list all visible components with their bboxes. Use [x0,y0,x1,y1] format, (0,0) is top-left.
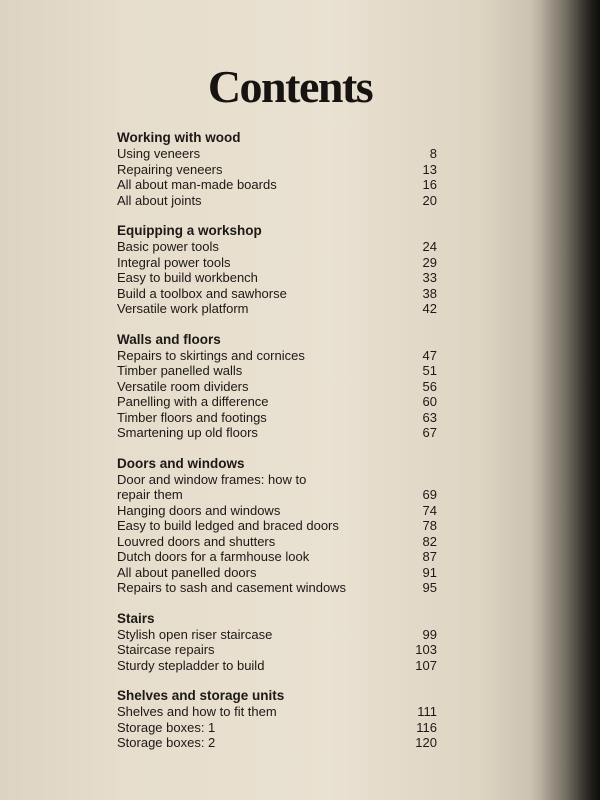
toc-entry [117,735,437,751]
entry-title: Door and window frames: how to [117,471,307,487]
toc-entry [117,720,437,736]
page-number: 103 [415,642,437,657]
page-shadow [530,0,600,800]
toc-entry [117,348,437,364]
entry-title: Sturdy stepladder to build [117,657,265,673]
entry-title: Repairing veneers [117,161,223,177]
toc-entry [117,162,437,178]
toc-entry [117,627,437,643]
page-number: 42 [422,301,437,316]
section-heading: Stairs [117,610,155,626]
page-number: 56 [422,378,437,394]
entry-title: Smartening up old floors [117,425,258,440]
toc-section [117,130,437,208]
toc-section [117,456,437,596]
toc-entry [117,301,437,317]
toc-entry [117,270,437,286]
page-number: 33 [422,270,437,285]
entry-title: Versatile work platform [117,301,249,316]
toc-entry [117,642,437,658]
page-number: 24 [422,239,437,254]
page-number: 107 [415,657,437,673]
page-number: 63 [422,409,437,425]
entry-title: Build a toolbox and sawhorse [117,285,287,301]
toc-entry [117,239,437,255]
entry-title: Repairs to skirtings and cornices [117,347,305,363]
page-number: 82 [422,533,437,549]
entry-title: Using veneers [117,146,201,161]
entry-title: Timber panelled walls [117,363,243,378]
section-heading: Equipping a workshop [117,223,262,238]
table-of-contents [117,130,437,766]
toc-entry [117,704,437,720]
entry-title: Panelling with a difference [117,394,269,409]
entry-title: All about panelled doors [117,564,257,580]
section-heading: Shelves and storage units [117,688,285,703]
entry-title: repair them [117,487,183,502]
entry-title: Repairs to sash and casement windows [117,580,347,595]
toc-entry [117,472,437,488]
entry-title: All about joints [117,192,202,208]
entry-title: Easy to build workbench [117,270,258,285]
entry-title: Storage boxes: 2 [117,735,216,750]
entry-title: Stylish open riser staircase [117,626,273,642]
page-number: 20 [422,192,437,208]
entry-title: Louvred doors and shutters [117,533,276,549]
toc-entry [117,487,437,503]
page-number: 69 [422,487,437,502]
page-number: 87 [422,549,437,564]
entry-title: Basic power tools [117,239,219,254]
entry-title: Staircase repairs [117,642,215,657]
page-number: 74 [422,502,437,518]
page-number: 16 [422,177,437,192]
toc-entry [117,286,437,302]
page-number: 67 [422,425,437,440]
entry-title: Versatile room dividers [117,378,249,394]
page-number: 95 [422,580,437,595]
toc-entry [117,580,437,596]
page-number: 60 [422,394,437,409]
section-heading: Working with wood [117,130,241,145]
page-number: 29 [422,254,437,270]
toc-entry [117,379,437,395]
toc-entry [117,177,437,193]
toc-entry [117,410,437,426]
toc-entry [117,518,437,534]
toc-entry [117,658,437,674]
toc-entry [117,193,437,209]
page-number: 78 [422,518,437,533]
page-number: 120 [415,735,437,750]
toc-entry [117,255,437,271]
page-number: 91 [422,564,437,580]
page-number: 38 [422,285,437,301]
toc-section [117,688,437,751]
entry-title: Timber floors and footings [117,409,267,425]
entry-title: Dutch doors for a farmhouse look [117,549,310,564]
section-heading: Doors and windows [117,455,245,471]
toc-section [117,611,437,674]
page-number: 8 [429,146,437,161]
toc-entry [117,146,437,162]
page-number: 47 [422,347,437,363]
toc-entry [117,534,437,550]
entry-title: All about man-made boards [117,177,277,192]
toc-section [117,223,437,317]
page-number: 99 [422,626,437,642]
toc-entry [117,565,437,581]
entry-title: Integral power tools [117,254,231,270]
page-number: 116 [416,719,437,735]
page-number: 13 [422,161,437,177]
toc-section [117,332,437,441]
toc-entry [117,394,437,410]
toc-entry [117,503,437,519]
entry-title: Hanging doors and windows [117,502,281,518]
page-number: 51 [422,363,437,378]
entry-title: Easy to build ledged and braced doors [117,518,339,533]
page-number: 111 [417,704,437,719]
entry-title: Storage boxes: 1 [117,719,216,735]
page-title: Contents [207,61,373,112]
toc-entry [117,425,437,441]
toc-entry [117,549,437,565]
section-heading: Walls and floors [117,331,221,347]
toc-entry [117,363,437,379]
entry-title: Shelves and how to fit them [117,704,277,719]
